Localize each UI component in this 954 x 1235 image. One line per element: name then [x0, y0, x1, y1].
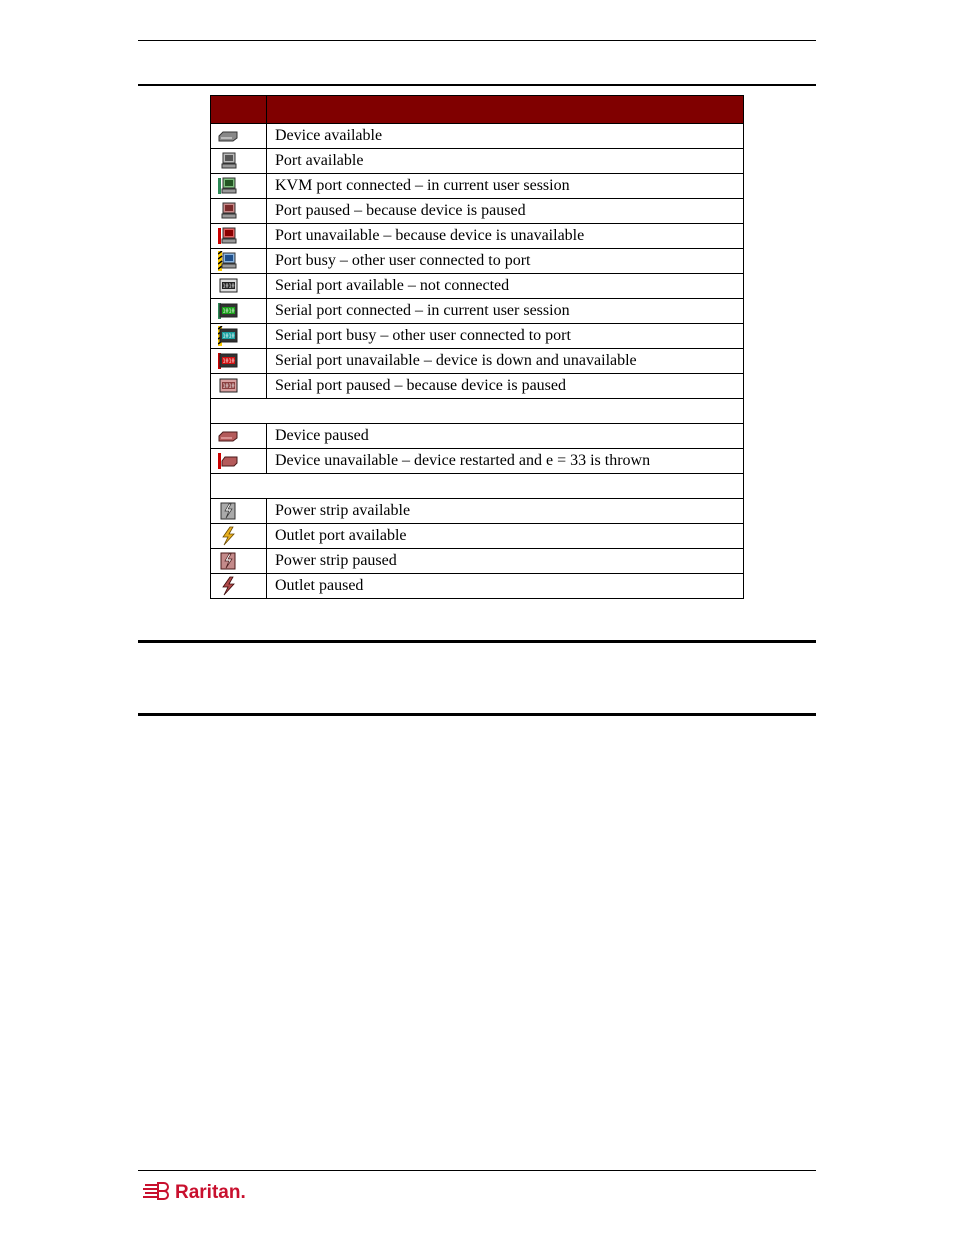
icon-cell — [211, 149, 267, 174]
description-cell: Serial port busy – other user connected to port — [267, 324, 744, 349]
outlet-port-available-icon — [218, 526, 238, 546]
serial-port-paused-icon — [218, 376, 238, 396]
icon-cell — [211, 274, 267, 299]
table-row — [211, 499, 744, 524]
table-row — [211, 199, 744, 224]
svg-text:1010: 1010 — [222, 283, 235, 290]
description-cell: Serial port connected – in current user session — [267, 299, 744, 324]
table-row — [211, 424, 744, 449]
description-cell: Serial port paused – because device is paused — [267, 374, 744, 399]
icon-cell — [211, 424, 267, 449]
icon-cell — [211, 174, 267, 199]
description-cell: KVM port connected – in current user session — [267, 174, 744, 199]
table-spacer-row — [211, 474, 744, 499]
outlet-paused-icon — [218, 576, 238, 596]
icon-cell — [211, 349, 267, 374]
icon-cell — [211, 124, 267, 149]
icon-cell — [211, 374, 267, 399]
svg-text:1010: 1010 — [222, 358, 235, 365]
description-cell: Outlet paused — [267, 574, 744, 599]
spacer-cell — [211, 399, 744, 424]
table-row — [211, 224, 744, 249]
table-row — [211, 374, 744, 399]
serial-port-available-icon — [218, 276, 238, 296]
section-rule-top — [138, 84, 816, 86]
table-row — [211, 124, 744, 149]
icon-cell — [211, 524, 267, 549]
table-row — [211, 324, 744, 349]
raritan-logo-text: Raritan. — [175, 1182, 246, 1203]
description-cell: Port unavailable – because device is unavailable — [267, 224, 744, 249]
table-row — [211, 549, 744, 574]
description-cell: Port available — [267, 149, 744, 174]
icon-cell — [211, 574, 267, 599]
icon-cell — [211, 299, 267, 324]
icon-cell — [211, 249, 267, 274]
icon-legend-table — [210, 95, 744, 599]
table-row — [211, 574, 744, 599]
description-cell: Serial port available – not connected — [267, 274, 744, 299]
serial-port-connected-icon — [218, 301, 238, 321]
section-rule-thick-1 — [138, 640, 816, 643]
table-row — [211, 449, 744, 474]
icon-cell — [211, 199, 267, 224]
table-row — [211, 149, 744, 174]
description-cell: Outlet port available — [267, 524, 744, 549]
description-cell: Port busy – other user connected to port — [267, 249, 744, 274]
description-cell: Power strip available — [267, 499, 744, 524]
table-row — [211, 524, 744, 549]
svg-text:1010: 1010 — [222, 308, 235, 315]
raritan-logo — [143, 1178, 251, 1204]
description-cell: Power strip paused — [267, 549, 744, 574]
table-header-icon-col — [211, 96, 267, 124]
header-rule — [138, 40, 816, 41]
section-rule-thick-2 — [138, 713, 816, 716]
device-unavailable-icon — [218, 451, 238, 471]
svg-text:1010: 1010 — [222, 333, 235, 340]
description-cell: Device unavailable – device restarted and e = 33 is thrown — [267, 449, 744, 474]
footer-rule — [138, 1170, 816, 1171]
table-body — [211, 124, 744, 599]
power-strip-available-icon — [218, 501, 238, 521]
table-header-desc-col — [267, 96, 744, 124]
table-row — [211, 349, 744, 374]
table-row — [211, 274, 744, 299]
description-cell: Device available — [267, 124, 744, 149]
table-row — [211, 249, 744, 274]
icon-cell — [211, 324, 267, 349]
icon-cell — [211, 449, 267, 474]
port-paused-icon — [218, 201, 238, 221]
table-row — [211, 174, 744, 199]
table-header-row — [211, 96, 744, 124]
description-cell: Port paused – because device is paused — [267, 199, 744, 224]
icon-cell — [211, 549, 267, 574]
description-cell: Device paused — [267, 424, 744, 449]
kvm-port-connected-icon — [218, 176, 238, 196]
serial-port-busy-icon — [218, 326, 238, 346]
port-busy-icon — [218, 251, 238, 271]
spacer-cell — [211, 474, 744, 499]
table-row — [211, 299, 744, 324]
description-cell: Serial port unavailable – device is down and unavailable — [267, 349, 744, 374]
raritan-logo-icon — [143, 1183, 168, 1199]
serial-port-unavailable-icon — [218, 351, 238, 371]
device-available-icon — [218, 126, 238, 146]
icon-cell — [211, 499, 267, 524]
device-paused-icon — [218, 426, 238, 446]
table-spacer-row — [211, 399, 744, 424]
power-strip-paused-icon — [218, 551, 238, 571]
port-unavailable-icon — [218, 226, 238, 246]
svg-text:1010: 1010 — [222, 383, 235, 390]
icon-cell — [211, 224, 267, 249]
port-available-icon — [218, 151, 238, 171]
